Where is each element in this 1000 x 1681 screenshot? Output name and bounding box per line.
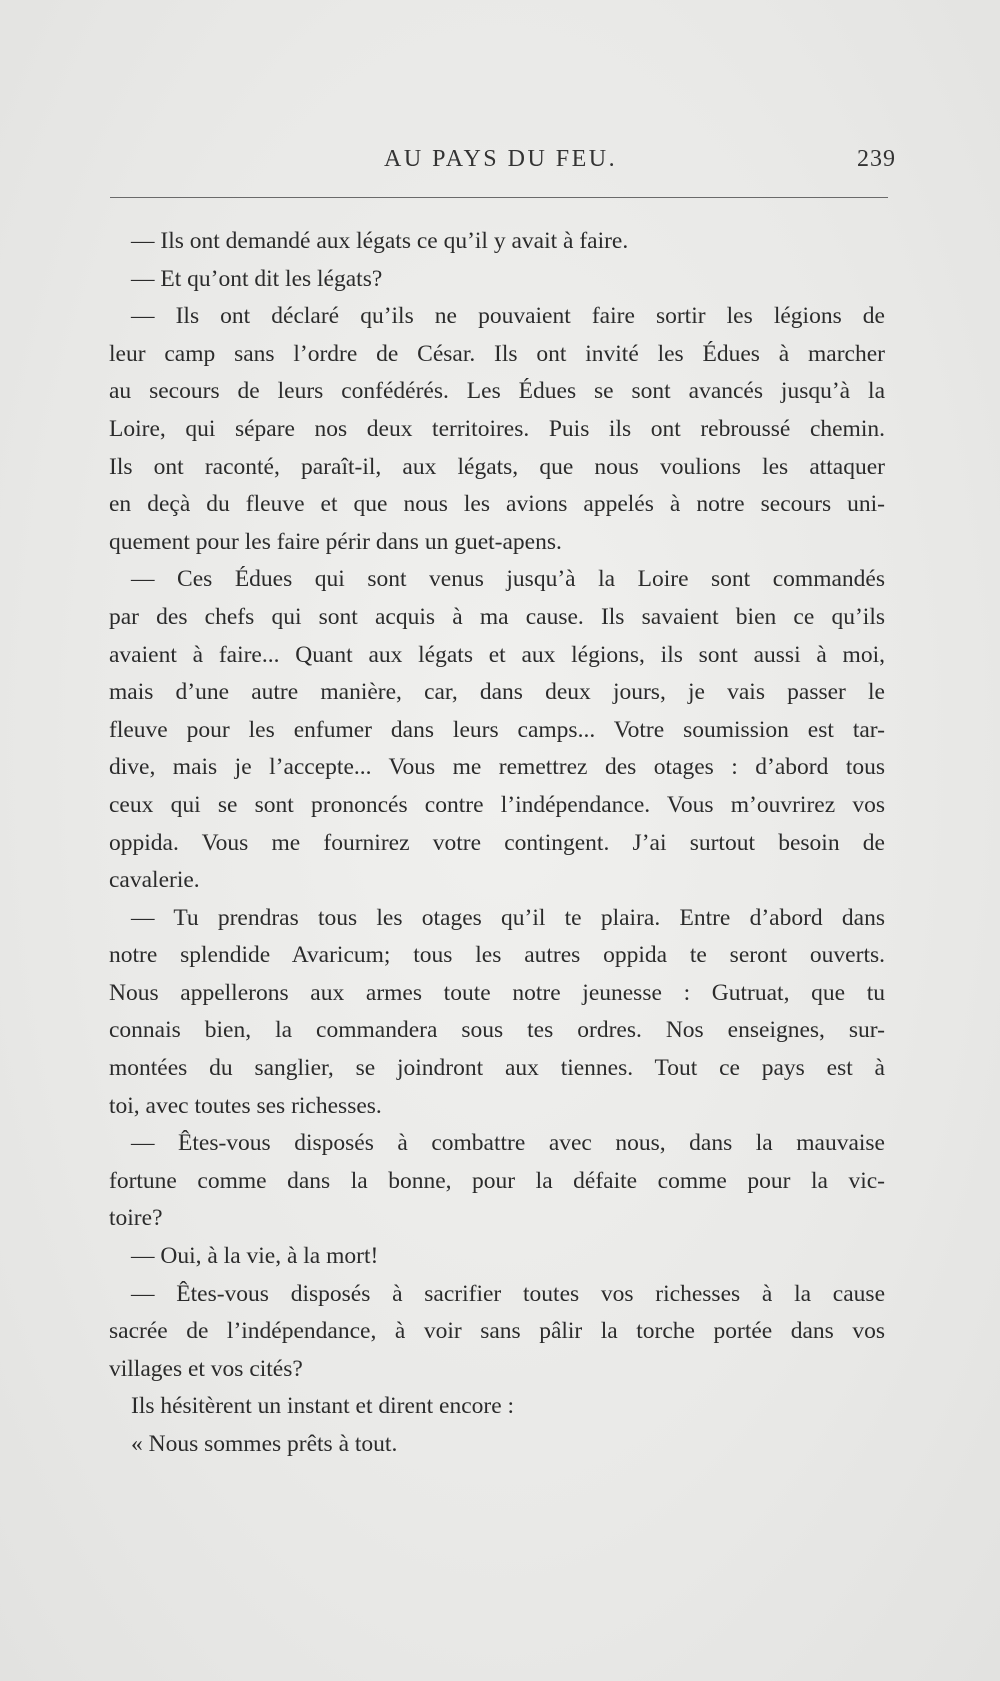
running-title: AU PAYS DU FEU.: [384, 146, 618, 172]
text-line: — Ces Édues qui sont venus jusqu’à la Loire sont commandés: [131, 566, 885, 593]
page-header: [110, 146, 900, 180]
text-line: mais d’une autre manière, car, dans deux jours, je vais passer le: [109, 679, 885, 706]
text-line: fleuve pour les enfumer dans leurs camps... Votre soumission est tar-: [109, 716, 885, 743]
text-line: fortune comme dans la bonne, pour la défaite comme pour la vic-: [109, 1167, 885, 1194]
text-line: — Oui, à la vie, à la mort!: [131, 1243, 379, 1270]
text-line: toi, avec toutes ses richesses.: [109, 1092, 382, 1119]
text-line: sacrée de l’indépendance, à voir sans pâlir la torche portée dans vos: [109, 1318, 885, 1345]
text-line: leur camp sans l’ordre de César. Ils ont invité les Édues à marcher: [109, 340, 885, 367]
text-line: cavalerie.: [109, 867, 200, 894]
text-line: oppida. Vous me fournirez votre contingent. J’ai surtout besoin de: [109, 829, 885, 856]
text-line: avaient à faire... Quant aux légats et aux légions, ils sont aussi à moi,: [109, 641, 885, 668]
text-line: — Ils ont déclaré qu’ils ne pouvaient faire sortir les légions de: [131, 303, 885, 330]
text-line: connais bien, la commandera sous tes ordres. Nos enseignes, sur-: [109, 1017, 885, 1044]
text-line: — Tu prendras tous les otages qu’il te plaira. Entre d’abord dans: [131, 904, 885, 931]
text-line: dive, mais je l’accepte... Vous me remettrez des otages : d’abord tous: [109, 754, 885, 781]
text-line: par des chefs qui sont acquis à ma cause. Ils savaient bien ce qu’ils: [109, 603, 885, 630]
text-line: au secours de leurs confédérés. Les Édues se sont avancés jusqu’à la: [109, 378, 885, 405]
page-number: 239: [857, 146, 896, 172]
text-line: « Nous sommes prêts à tout.: [131, 1431, 398, 1457]
text-line: — Êtes-vous disposés à combattre avec nous, dans la mauvaise: [131, 1130, 885, 1157]
text-line: Loire, qui sépare nos deux territoires. Puis ils ont rebroussé chemin.: [109, 415, 885, 442]
text-line: notre splendide Avaricum; tous les autres oppida te seront ouverts.: [109, 942, 885, 969]
text-line: Ils hésitèrent un instant et dirent encore :: [131, 1393, 515, 1420]
text-line: ceux qui se sont prononcés contre l’indépendance. Vous m’ouvrirez vos: [109, 791, 885, 818]
text-line: toire?: [109, 1205, 163, 1232]
text-line: — Êtes-vous disposés à sacrifier toutes vos richesses à la cause: [131, 1280, 885, 1307]
text-line: quement pour les faire périr dans un guet-apens.: [109, 528, 562, 555]
header-rule: [110, 197, 888, 198]
text-line: — Ils ont demandé aux légats ce qu’il y avait à faire.: [131, 228, 629, 254]
text-line: — Et qu’ont dit les légats?: [131, 265, 383, 292]
body-text: [109, 223, 885, 1464]
text-line: montées du sanglier, se joindront aux tiennes. Tout ce pays est à: [109, 1055, 885, 1082]
text-line: Nous appellerons aux armes toute notre jeunesse : Gutruat, que tu: [109, 979, 885, 1006]
text-line: en deçà du fleuve et que nous les avions appelés à notre secours uni-: [109, 491, 885, 518]
text-line: villages et vos cités?: [109, 1355, 303, 1382]
text-line: Ils ont raconté, paraît-il, aux légats, que nous voulions les attaquer: [109, 453, 885, 480]
